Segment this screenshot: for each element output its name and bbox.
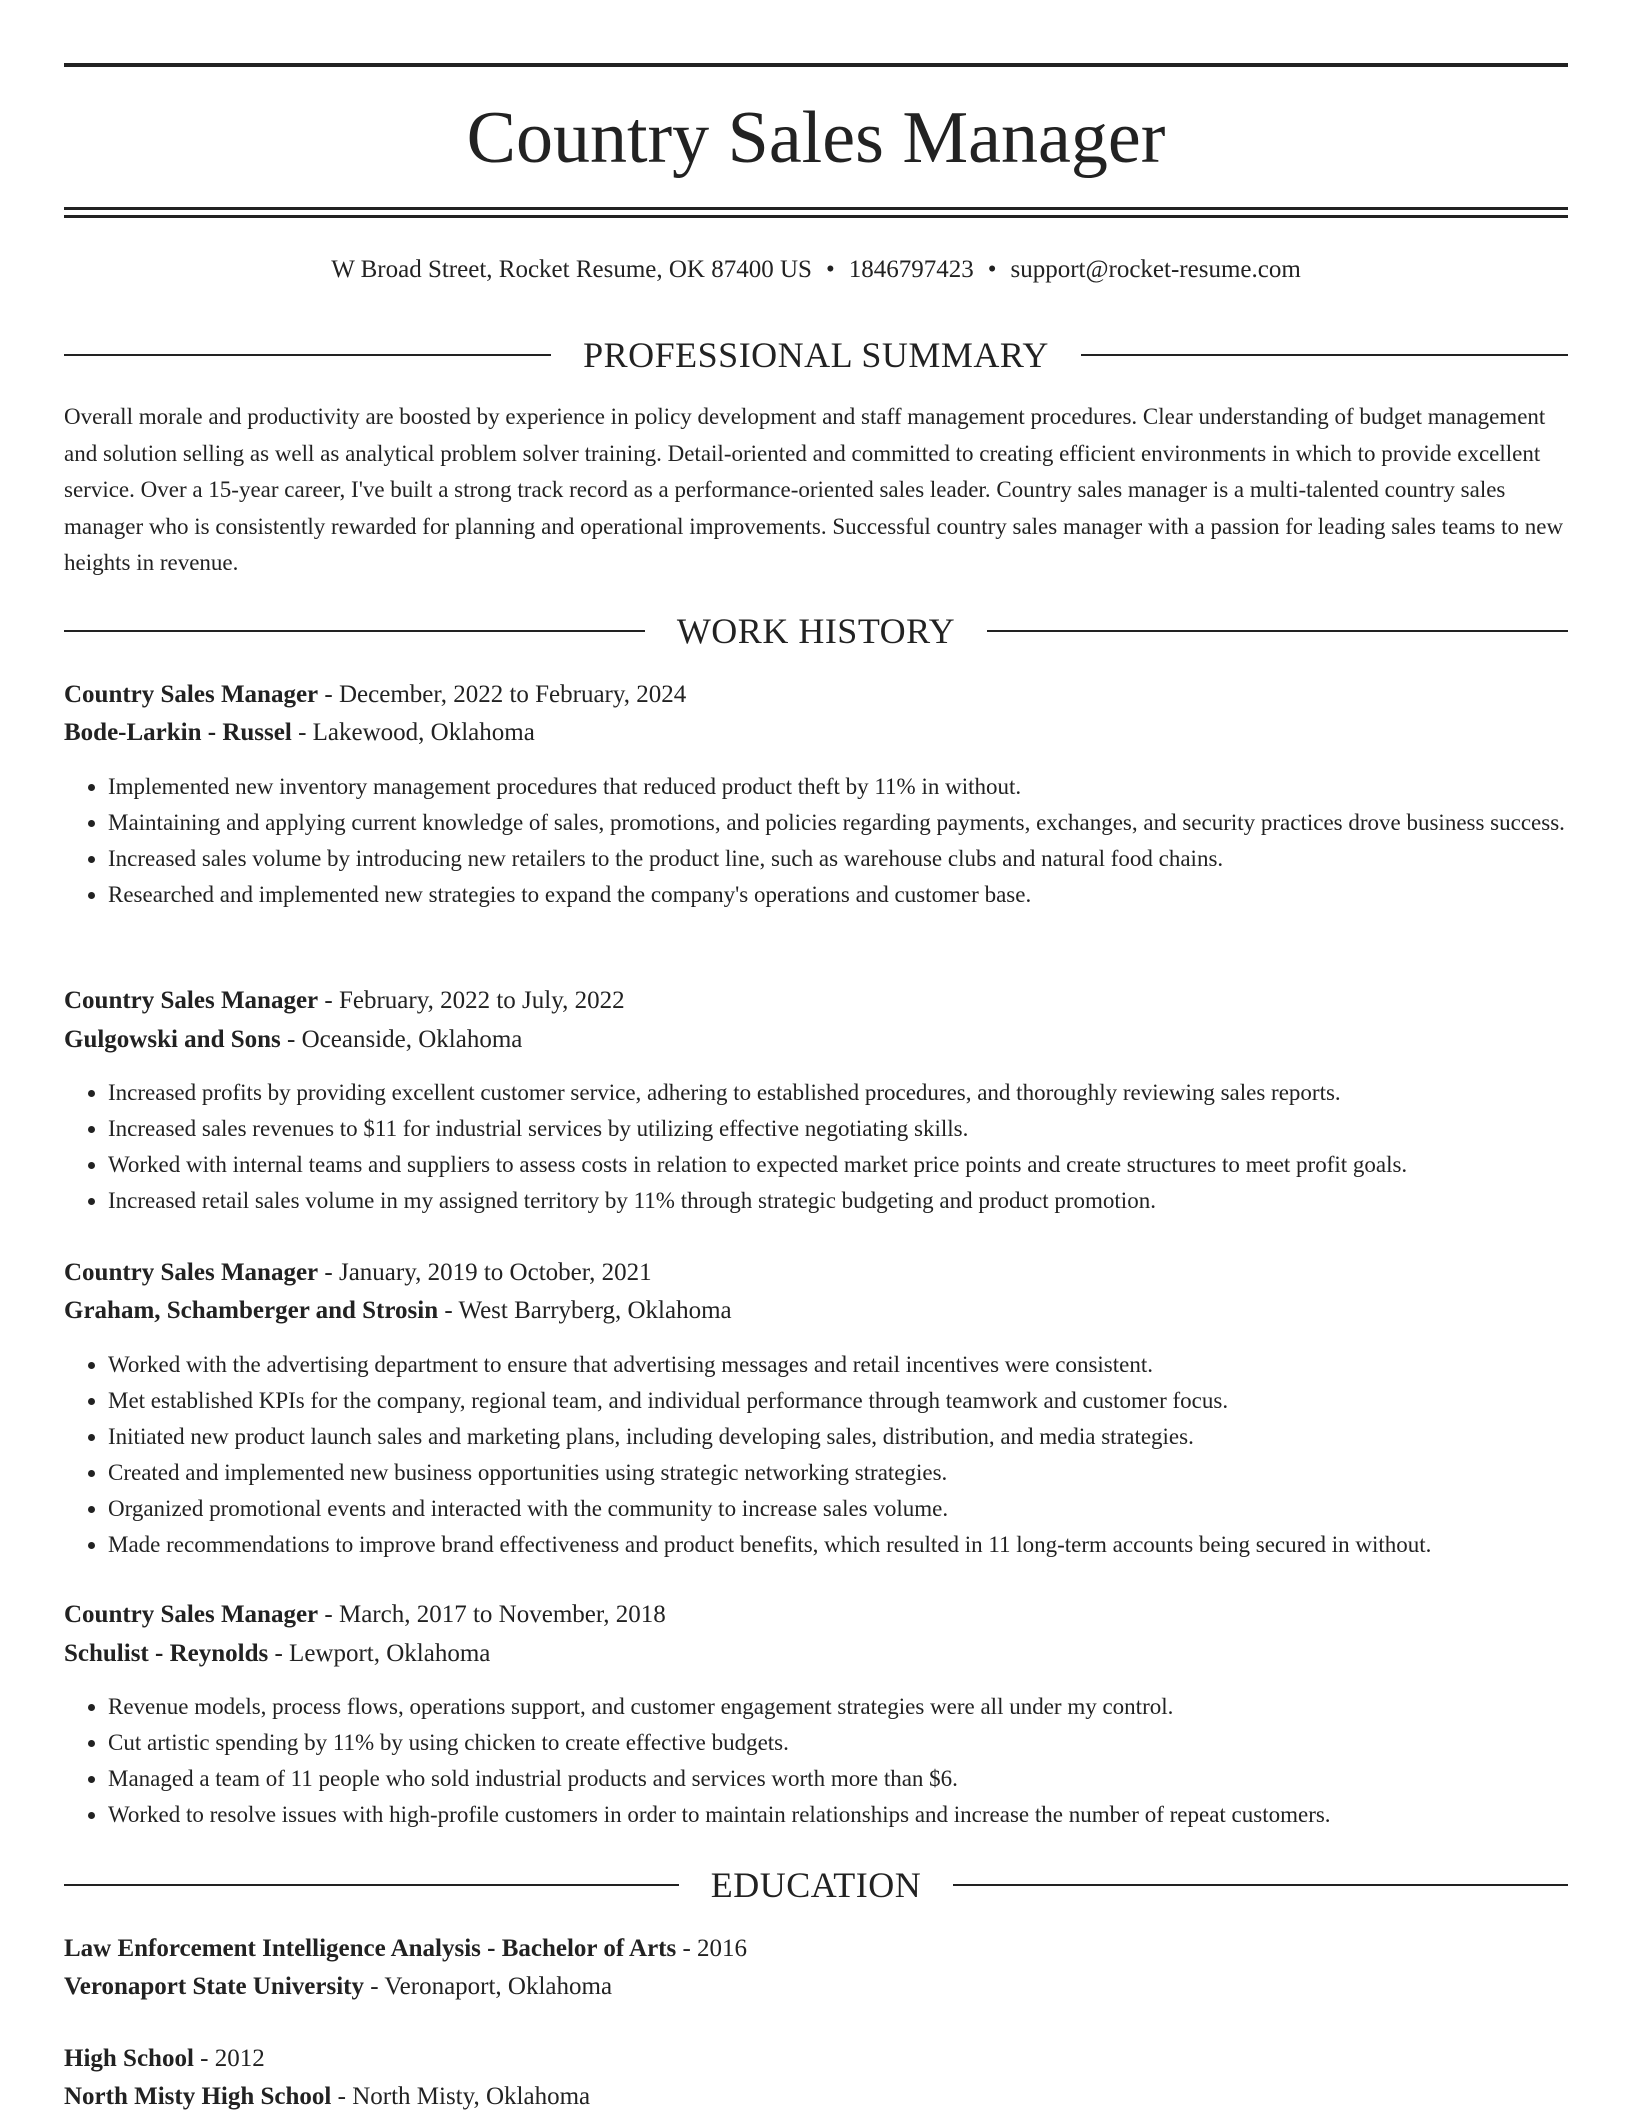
job-location: - Lewport, Oklahoma (268, 1640, 491, 1667)
summary-text: Overall morale and productivity are boosted by experience in policy development and staff management procedures. Clear understanding of budget management and solution selling as well as analytical problem solver training. Detail-oriented and committed to creating efficient environments in which to provide excellent service. Over a 15-year career, I've built a strong track record as a performance-oriented sales leader. Country sales manager is a multi-talented country sales manager who is consistently rewarded for planning and operational improvements. Successful country sales manager with a passion for leading sales teams to new heights in revenue. (64, 404, 1564, 575)
contact-separator: • (987, 256, 997, 283)
heading-rule (987, 630, 1568, 632)
job-dates: - March, 2017 to November, 2018 (318, 1601, 666, 1628)
list-item: • Worked with internal teams and suppliers to assess costs in relation to expected market price points and create structures to meet profit goals. (108, 1147, 1568, 1183)
education-degree-line (64, 1930, 1568, 1968)
job-company: Schulist - Reynolds (64, 1640, 269, 1667)
job-title-line (64, 1596, 1568, 1634)
list-item: • Met established KPIs for the company, regional team, and individual performance through teamwork and customer focus. (108, 1383, 1568, 1419)
list-item: • Worked to resolve issues with high-profile customers in order to maintain relationships and increase the number of repeat customers. (108, 1797, 1568, 1833)
job-company-line (64, 1292, 1568, 1330)
job-dates: - December, 2022 to February, 2024 (318, 681, 687, 708)
education-degree-line (64, 2040, 1568, 2078)
job-company-line (64, 1635, 1568, 1673)
heading-rule (64, 1884, 679, 1886)
title-rule-lower (64, 215, 1568, 218)
contact-separator: • (825, 256, 835, 283)
education-location: - Veronaport, Oklahoma (363, 1973, 613, 2000)
education-school-line (64, 2078, 1568, 2116)
job-role: Country Sales Manager (64, 1259, 319, 1286)
education-year: - 2012 (193, 2045, 265, 2072)
job-company: Bode-Larkin - Russel (64, 719, 292, 746)
heading-rule (64, 630, 645, 632)
section-title: WORK HISTORY (676, 611, 956, 651)
title-rule-upper (64, 207, 1568, 210)
job-location: - Lakewood, Oklahoma (291, 719, 535, 746)
list-item: • Maintaining and applying current knowledge of sales, promotions, and policies regarding payments, exchanges, and security practices drove business success. (108, 805, 1568, 841)
education-school: Veronaport State University (64, 1973, 364, 2000)
contact-address: W Broad Street, Rocket Resume, OK 87400 US (331, 256, 812, 283)
list-item: • Cut artistic spending by 11% by using chicken to create effective budgets. (108, 1725, 1568, 1761)
job-dates: - January, 2019 to October, 2021 (318, 1259, 652, 1286)
job-company-line (64, 714, 1568, 752)
list-item: • Made recommendations to improve brand effectiveness and product benefits, which resulted in 11 long-term accounts being secured in without. (108, 1527, 1568, 1563)
resume-title: Country Sales Manager (466, 97, 1166, 179)
job-role: Country Sales Manager (64, 1601, 319, 1628)
education-school: North Misty High School (64, 2083, 332, 2110)
section-heading-education (64, 1863, 1568, 1907)
list-item: • Worked with the advertising department to ensure that advertising messages and retail incentives were consistent. (108, 1347, 1568, 1383)
job-title-line (64, 676, 1568, 714)
job-role: Country Sales Manager (64, 987, 319, 1014)
job-bullets (64, 1347, 1568, 1563)
list-item: • Increased retail sales volume in my assigned territory by 11% through strategic budgeting and product promotion. (108, 1183, 1568, 1219)
job-company: Gulgowski and Sons (64, 1026, 281, 1053)
section-title: PROFESSIONAL SUMMARY (583, 335, 1049, 375)
list-item: • Revenue models, process flows, operations support, and customer engagement strategies were all under my control. (108, 1689, 1568, 1725)
list-item: • Increased profits by providing excellent customer service, adhering to established procedures, and thoroughly reviewing sales reports. (108, 1075, 1568, 1111)
job-bullets (64, 1689, 1568, 1833)
job-title-line (64, 1254, 1568, 1292)
list-item: • Increased sales volume by introducing new retailers to the product line, such as warehouse clubs and natural food chains. (108, 841, 1568, 877)
list-item: • Implemented new inventory management procedures that reduced product theft by 11% in without. (108, 769, 1568, 805)
contact-phone: 1846797423 (848, 256, 974, 283)
job-location: - West Barryberg, Oklahoma (438, 1297, 732, 1324)
education-degree: High School (64, 2045, 194, 2072)
list-item: • Increased sales revenues to $11 for industrial services by utilizing effective negotiating skills. (108, 1111, 1568, 1147)
list-item: • Researched and implemented new strategies to expand the company's operations and customer base. (108, 877, 1568, 913)
job-bullets (64, 769, 1568, 913)
job-company-line (64, 1021, 1568, 1059)
list-item: • Initiated new product launch sales and marketing plans, including developing sales, distribution, and media strategies. (108, 1419, 1568, 1455)
heading-rule (64, 354, 551, 356)
list-item: • Organized promotional events and interacted with the community to increase sales volume. (108, 1491, 1568, 1527)
job-location: - Oceanside, Oklahoma (280, 1026, 523, 1053)
contact-email: support@rocket-resume.com (1010, 256, 1301, 283)
job-role: Country Sales Manager (64, 681, 319, 708)
contact-line (64, 252, 1568, 288)
education-year: - 2016 (676, 1935, 748, 1962)
heading-rule (953, 1884, 1568, 1886)
section-heading-summary (64, 333, 1568, 377)
education-degree: Law Enforcement Intelligence Analysis - Bachelor of Arts (64, 1935, 677, 1962)
heading-rule (1081, 354, 1568, 356)
job-company: Graham, Schamberger and Strosin (64, 1297, 439, 1324)
list-item: • Created and implemented new business opportunities using strategic networking strategies. (108, 1455, 1568, 1491)
job-bullets (64, 1075, 1568, 1219)
section-title: EDUCATION (710, 1865, 922, 1905)
education-school-line (64, 1968, 1568, 2006)
education-location: - North Misty, Oklahoma (331, 2083, 591, 2110)
top-rule (64, 63, 1568, 67)
job-dates: - February, 2022 to July, 2022 (318, 987, 625, 1014)
section-heading-work (64, 609, 1568, 653)
job-title-line (64, 982, 1568, 1020)
list-item: • Managed a team of 11 people who sold industrial products and services worth more than $6. (108, 1761, 1568, 1797)
